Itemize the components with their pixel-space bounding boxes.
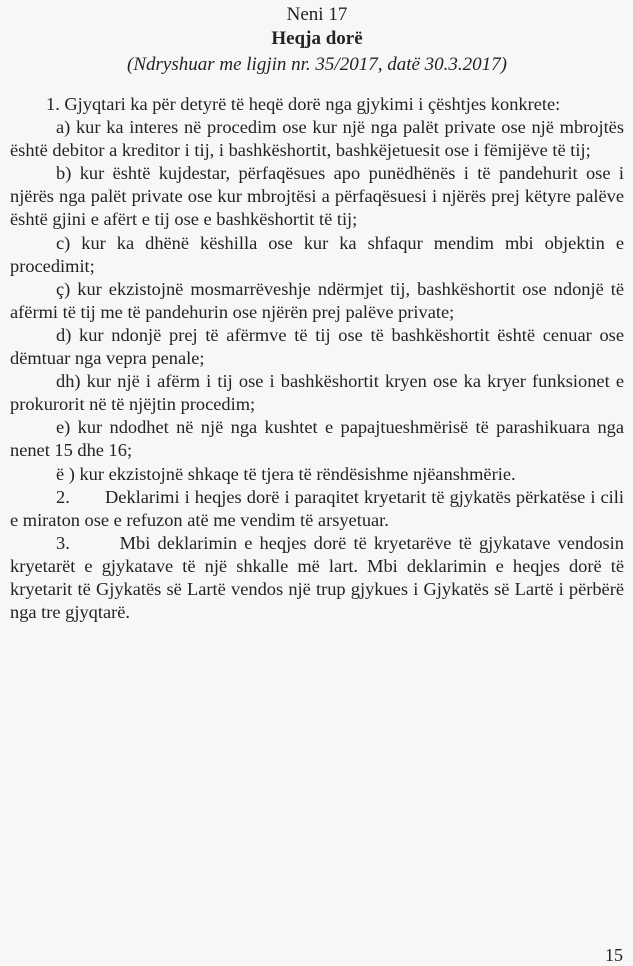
- item-dh: dh) kur një i afërm i tij ose i bashkëshortit kryen ose ka kryer funksionet e prokurorit në të njëjtin procedim;: [10, 371, 624, 415]
- item-c-cedilla: ç) kur ekzistojnë mosmarrëveshje ndërmjet tij, bashkëshortit ose ndonjë të afërmi të tij me të pandehurin ose njërën prej palëve private;: [10, 278, 624, 322]
- item-d: d) kur ndonjë prej të afërmve të tij ose të bashkëshortit është cenuar ose dëmtuar nga vepra penale;: [10, 324, 624, 369]
- item-b: b) kur është kujdestar, përfaqësues apo punëdhënës i të pandehurit ose i njërës nga palët private ose kur mbrojtësi a përfaqësuesi i njërës prej këtyre palëve është gjini e afërt e tij ose e bashkëshortit të tij;: [10, 163, 624, 230]
- paragraph-3: 3. Mbi deklarimin e heqjes dorë të kryetarëve të gjykatave vendosin kryetarët e gjykatave të një shkalle më lart. Mbi deklarimin e heqjes dorë të kryetarit të Gjykatës së Lartë vendos një trup gjykues i Gjykatës së Lartë i përbërë nga tre gjyqtarë.: [10, 532, 629, 623]
- article-number: Neni 17: [286, 4, 348, 25]
- item-a: a) kur ka interes në procedim ose kur një nga palët private ose një mbrojtës është debitor a kreditor i tij, i bashkëshortit, bashkëjetuesit ose i fëmijëve të tij;: [10, 117, 624, 161]
- paragraph-2: 2. Deklarimi i heqjes dorë i paraqitet kryetarit të gjykatës përkatëse i cili e miraton ose e refuzon atë me vendim të arsyetuar.: [10, 486, 629, 530]
- amendment-note: (Ndryshuar me ligjin nr. 35/2017, datë 30.3.2017): [127, 54, 507, 75]
- page-number: 15: [605, 945, 623, 965]
- article-body: [10, 93, 629, 624]
- paragraph-1: 1. Gjyqtari ka për detyrë të heqë dorë nga gjykimi i çështjes konkrete:: [46, 94, 561, 114]
- article-title: Heqja dorë: [271, 28, 363, 49]
- document-page: [10, 0, 629, 624]
- item-e-diaeresis: ë ) kur ekzistojnë shkaqe të tjera të rëndësishme njëanshmërie.: [56, 463, 516, 484]
- item-c: c) kur ka dhënë këshilla ose kur ka shfaqur mendim mbi objektin e procedimit;: [10, 232, 624, 276]
- item-e: e) kur ndodhet në një nga kushtet e papajtueshmërisë të parashikuara nga nenet 15 dhe 16;: [10, 417, 624, 461]
